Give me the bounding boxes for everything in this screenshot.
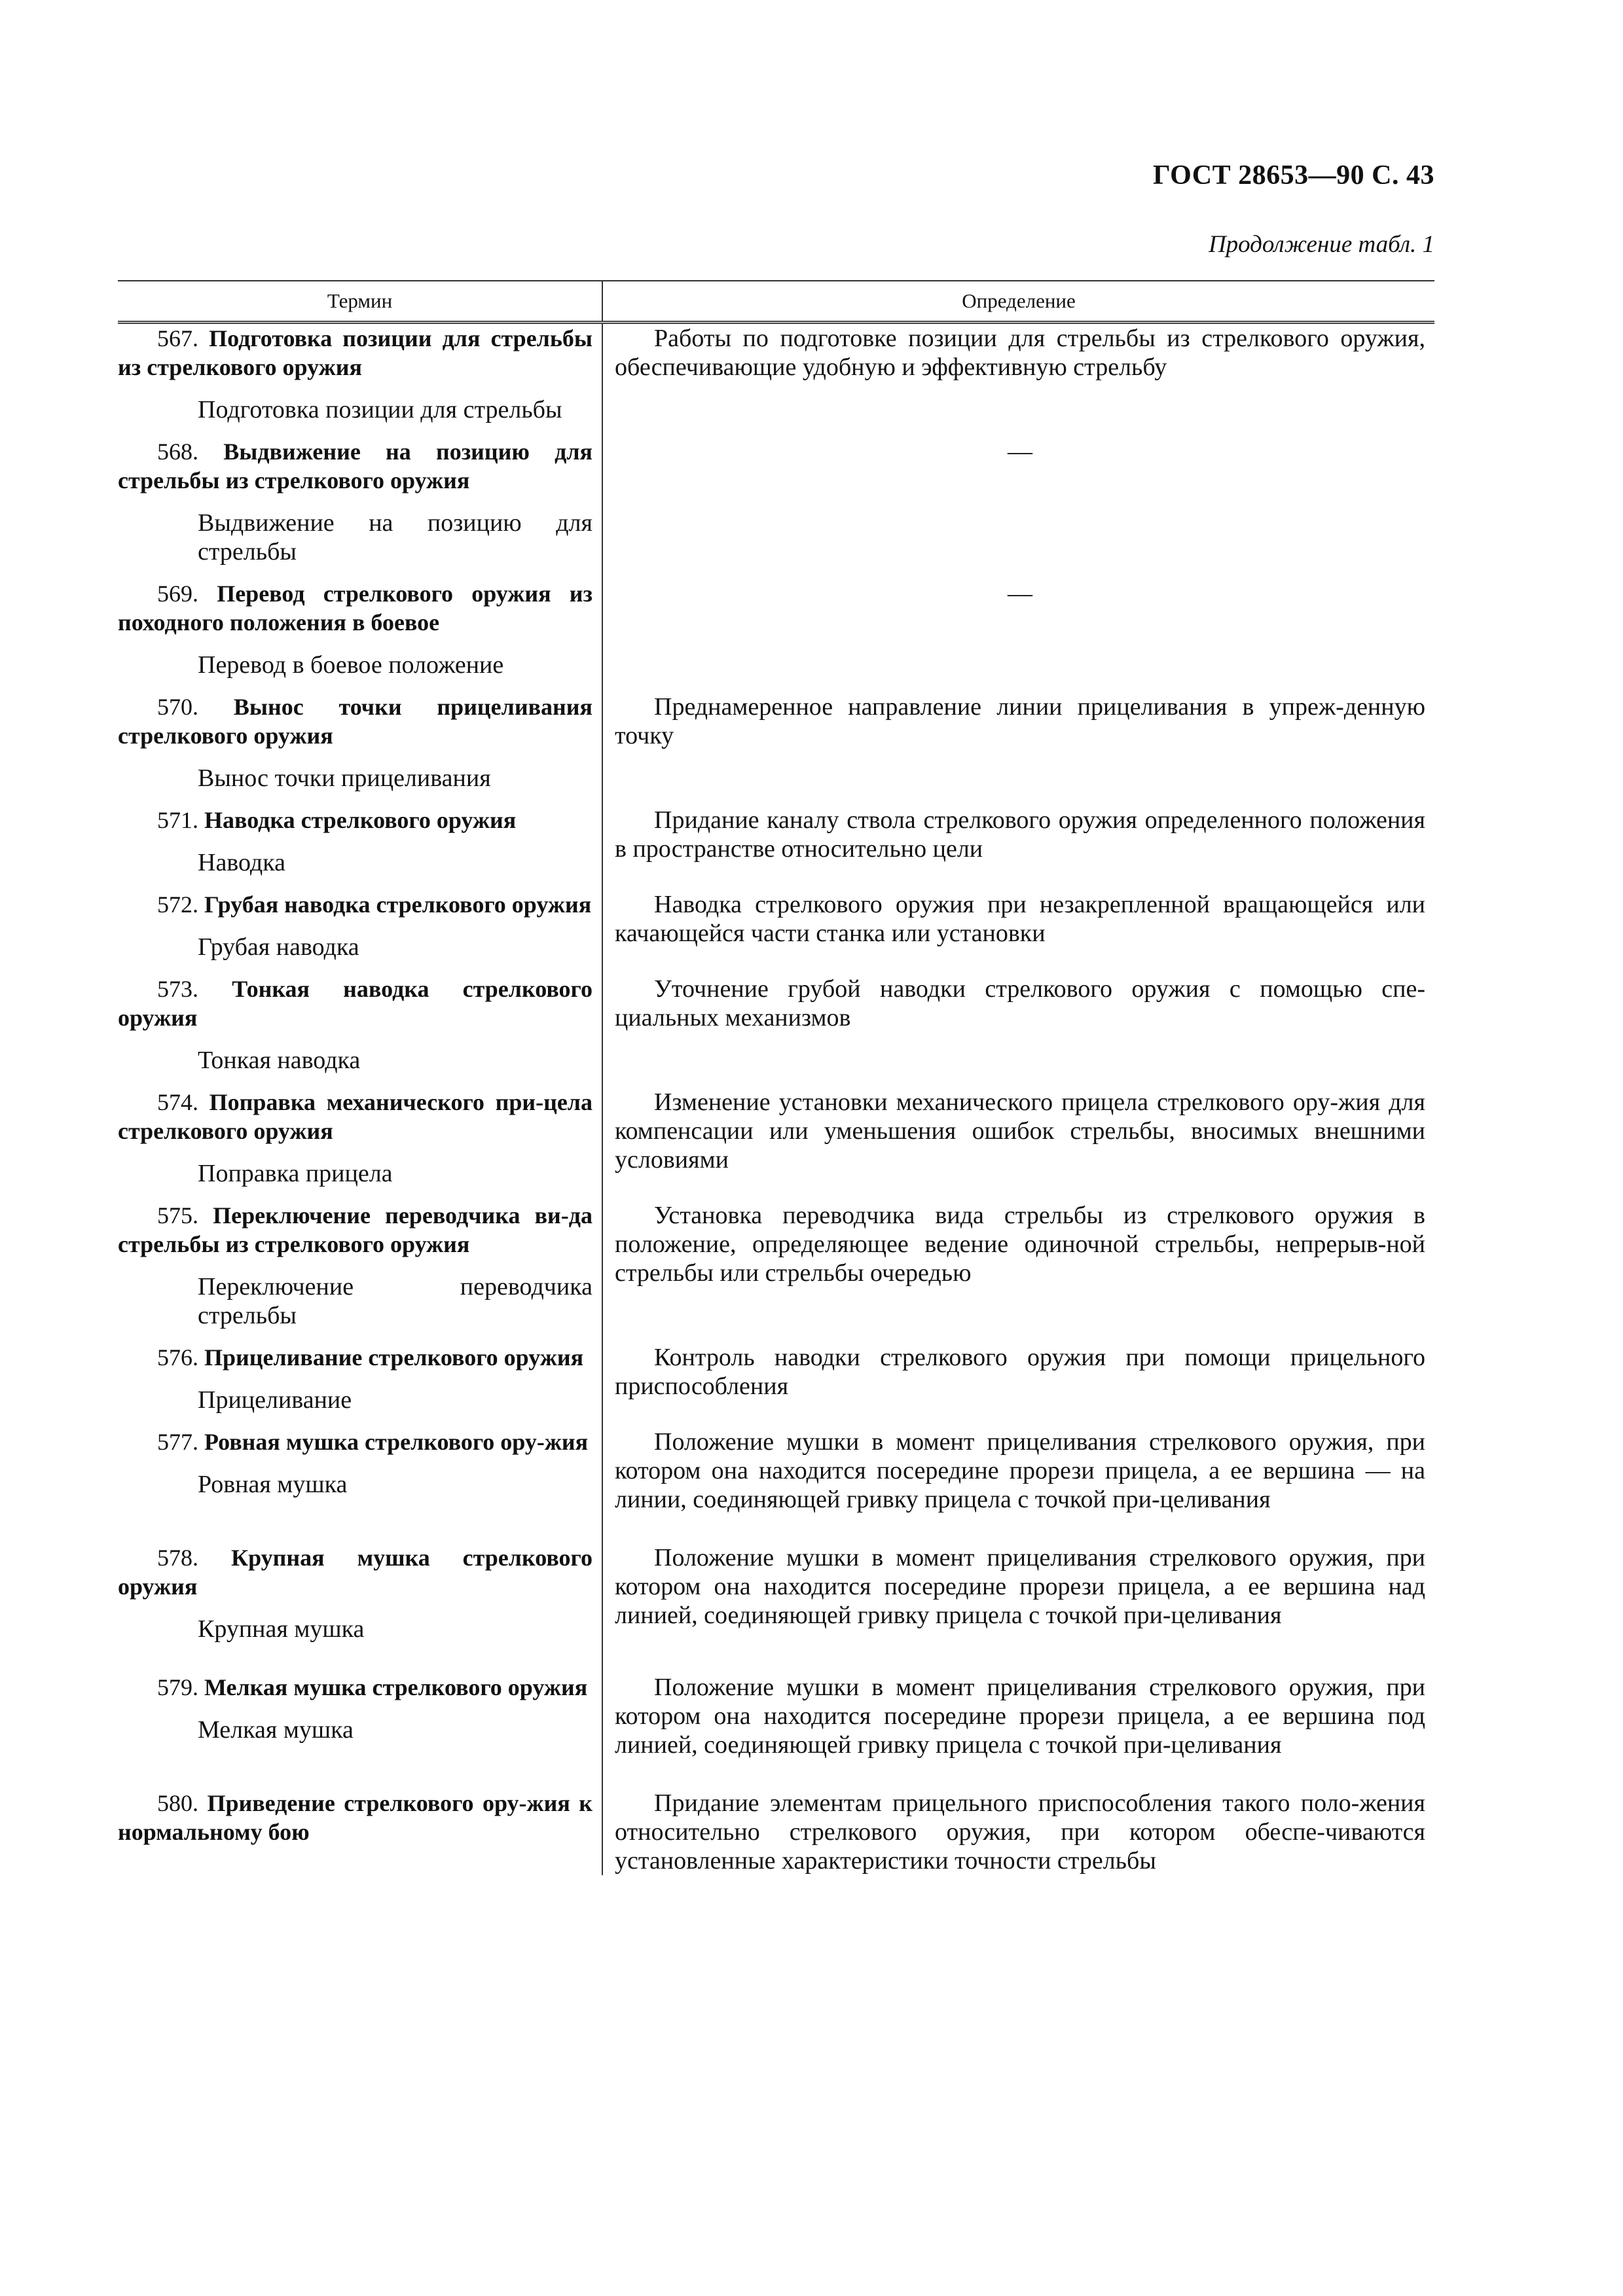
- table-row: [118, 437, 1434, 566]
- term-name: Выдвижение на позицию для стрельбы из стрелкового оружия: [118, 439, 593, 493]
- term-name: Грубая наводка стрелкового оружия: [204, 891, 592, 918]
- row-spacer: [118, 961, 1434, 975]
- definition-cell: [602, 1201, 1434, 1330]
- table-row: [118, 579, 1434, 679]
- definition-cell: [602, 579, 1434, 679]
- definition-cell: [602, 975, 1434, 1075]
- term-number: 573.: [157, 976, 198, 1002]
- table-row: [118, 1789, 1434, 1875]
- definition-cell: [602, 890, 1434, 961]
- term-number: 576.: [157, 1344, 198, 1371]
- term-name: Ровная мушка стрелкового ору-жия: [204, 1429, 589, 1455]
- term-entry: [118, 579, 593, 637]
- definition-cell: [602, 1088, 1434, 1188]
- table-row: [118, 890, 1434, 961]
- term-number: 578.: [157, 1545, 198, 1571]
- term-entry: [118, 975, 593, 1032]
- term-cell: [118, 323, 602, 425]
- term-entry: [118, 806, 593, 834]
- term-short-form: Грубая наводка: [198, 933, 359, 961]
- definition-cell: [602, 437, 1434, 566]
- term-name: Подготовка позиции для стрельбы из стрелкового оружия: [118, 325, 593, 380]
- term-cell: [118, 1427, 602, 1514]
- term-entry: [118, 1789, 593, 1846]
- row-spacer: [118, 679, 1434, 692]
- column-header-definition: Определение: [602, 281, 1434, 323]
- term-number: 569.: [157, 581, 198, 607]
- term-short-form: Перевод в боевое положение: [198, 651, 504, 679]
- term-name: Переключение переводчика ви-да стрельбы из стрелкового оружия: [118, 1202, 593, 1257]
- term-short-form: Поправка прицела: [198, 1160, 393, 1187]
- row-spacer: [118, 1514, 1434, 1543]
- term-number: 580.: [157, 1790, 198, 1816]
- definition-text: Уточнение грубой наводки стрелкового оружия с помощью спе-циальных механизмов: [615, 975, 1425, 1031]
- term-number: 575.: [157, 1202, 198, 1229]
- terms-table: [118, 280, 1434, 1875]
- row-spacer: [118, 877, 1434, 890]
- term-cell: [118, 1673, 602, 1759]
- term-short-form: Подготовка позиции для стрельбы: [198, 396, 562, 423]
- term-name: Тонкая наводка стрелкового оружия: [118, 976, 593, 1031]
- table-row: [118, 1343, 1434, 1414]
- table-row: [118, 323, 1434, 425]
- definition-text: Установка переводчика вида стрельбы из стрелкового оружия в положение, определяющее ведение одиночной стрельбы, непрерыв-ной стрельбы или стрельбы очередью: [615, 1202, 1425, 1287]
- row-spacer: [118, 793, 1434, 806]
- definition-text: —: [1008, 438, 1032, 465]
- term-cell: [118, 1543, 602, 1643]
- term-number: 571.: [157, 807, 198, 833]
- definition-cell: [602, 1427, 1434, 1514]
- term-short-form: Выдвижение на позицию для стрельбы: [198, 509, 593, 565]
- definition-cell: [602, 1789, 1434, 1875]
- row-spacer: [118, 566, 1434, 579]
- term-short-form: Переключение переводчика стрельбы: [198, 1273, 593, 1329]
- term-cell: [118, 806, 602, 877]
- definition-cell: [602, 692, 1434, 793]
- row-spacer: [118, 1330, 1434, 1343]
- term-name: Мелкая мушка стрелкового оружия: [204, 1674, 588, 1700]
- definition-text: Изменение установки механического прицела стрелкового ору-жия для компенсации или уменьшения ошибок стрельбы, вносимых внешними условиями: [615, 1088, 1425, 1174]
- term-entry: [118, 437, 593, 495]
- definition-text: Положение мушки в момент прицеливания стрелкового оружия, при котором она находится посередине прорези прицела, а ее вершина под линией, соединяющей гривку прицела с точкой при-целивания: [615, 1674, 1425, 1759]
- row-spacer: [118, 1075, 1434, 1088]
- definition-text: Наводка стрелкового оружия при незакрепленной вращающейся или качающейся части станка или установки: [615, 891, 1425, 947]
- definition-text: Работы по подготовке позиции для стрельбы из стрелкового оружия, обеспечивающие удобную и эффективную стрельбу: [615, 325, 1425, 381]
- term-entry: [118, 1543, 593, 1601]
- term-name: Прицеливание стрелкового оружия: [204, 1344, 584, 1371]
- term-number: 572.: [157, 891, 198, 918]
- term-short-form: Прицеливание: [198, 1386, 352, 1414]
- term-entry: [118, 324, 593, 382]
- table-row: [118, 806, 1434, 877]
- term-name: Вынос точки прицеливания стрелкового оружия: [118, 694, 593, 749]
- term-number: 570.: [157, 694, 198, 720]
- term-short-form: Ровная мушка: [198, 1471, 348, 1498]
- term-number: 567.: [157, 325, 198, 351]
- term-name: Наводка стрелкового оружия: [204, 807, 517, 833]
- definition-cell: [602, 1543, 1434, 1643]
- definition-text: Преднамеренное направление линии прицеливания в упреж-денную точку: [615, 693, 1425, 749]
- term-name: Крупная мушка стрелкового оружия: [118, 1545, 593, 1600]
- row-spacer: [118, 424, 1434, 437]
- term-name: Поправка механического при-цела стрелкового оружия: [118, 1089, 593, 1144]
- table-row: [118, 1201, 1434, 1330]
- definition-cell: [602, 806, 1434, 877]
- table-header-row: [118, 281, 1434, 323]
- page-header: ГОСТ 28653—90 С. 43: [1152, 160, 1434, 190]
- row-spacer: [118, 1643, 1434, 1673]
- term-cell: [118, 1088, 602, 1188]
- table-row: [118, 1427, 1434, 1514]
- term-short-form: Крупная мушка: [198, 1615, 365, 1643]
- term-cell: [118, 1343, 602, 1414]
- term-short-form: Вынос точки прицеливания: [198, 764, 491, 792]
- term-short-form: Мелкая мушка: [198, 1716, 354, 1744]
- table-row: [118, 975, 1434, 1075]
- definition-text: Положение мушки в момент прицеливания стрелкового оружия, при котором она находится посередине прорези прицела, а ее вершина над линией, соединяющей гривку прицела с точкой при-целивания: [615, 1544, 1425, 1629]
- term-name: Перевод стрелкового оружия из походного положения в боевое: [118, 581, 593, 636]
- table-row: [118, 1088, 1434, 1188]
- row-spacer: [118, 1414, 1434, 1427]
- term-cell: [118, 579, 602, 679]
- definition-cell: [602, 323, 1434, 425]
- term-entry: [118, 1088, 593, 1145]
- term-entry: [118, 692, 593, 750]
- term-entry: [118, 1201, 593, 1259]
- table-row: [118, 1543, 1434, 1643]
- term-number: 579.: [157, 1674, 198, 1700]
- row-spacer: [118, 1759, 1434, 1789]
- term-cell: [118, 1201, 602, 1330]
- definition-cell: [602, 1673, 1434, 1759]
- table-continuation-note: Продолжение табл. 1: [1208, 231, 1434, 258]
- term-number: 574.: [157, 1089, 198, 1115]
- term-cell: [118, 1789, 602, 1875]
- definition-text: Контроль наводки стрелкового оружия при помощи прицельного приспособления: [615, 1344, 1425, 1400]
- term-cell: [118, 890, 602, 961]
- term-entry: [118, 1427, 593, 1456]
- table-row: [118, 1673, 1434, 1759]
- column-header-term: Термин: [118, 281, 602, 323]
- definition-text: —: [1008, 580, 1032, 607]
- term-short-form: Наводка: [198, 849, 285, 876]
- row-spacer: [118, 1188, 1434, 1201]
- table-row: [118, 692, 1434, 793]
- term-short-form: Тонкая наводка: [198, 1047, 361, 1074]
- term-number: 577.: [157, 1429, 198, 1455]
- definition-text: Придание каналу ствола стрелкового оружия определенного положения в пространстве относительно цели: [615, 806, 1425, 863]
- term-entry: [118, 1673, 593, 1702]
- term-cell: [118, 437, 602, 566]
- definition-text: Придание элементам прицельного приспособления такого поло-жения относительно стрелкового оружия, при котором обеспе-чиваются установленные характеристики точности стрельбы: [615, 1789, 1425, 1874]
- term-number: 568.: [157, 439, 198, 465]
- definition-cell: [602, 1343, 1434, 1414]
- term-entry: [118, 890, 593, 919]
- term-name: Приведение стрелкового ору-жия к нормальному бою: [118, 1790, 593, 1845]
- term-cell: [118, 975, 602, 1075]
- term-cell: [118, 692, 602, 793]
- definition-text: Положение мушки в момент прицеливания стрелкового оружия, при котором она находится посередине прорези прицела, а ее вершина — на линии, соединяющей гривку прицела с точкой при-целивания: [615, 1428, 1425, 1513]
- term-entry: [118, 1343, 593, 1372]
